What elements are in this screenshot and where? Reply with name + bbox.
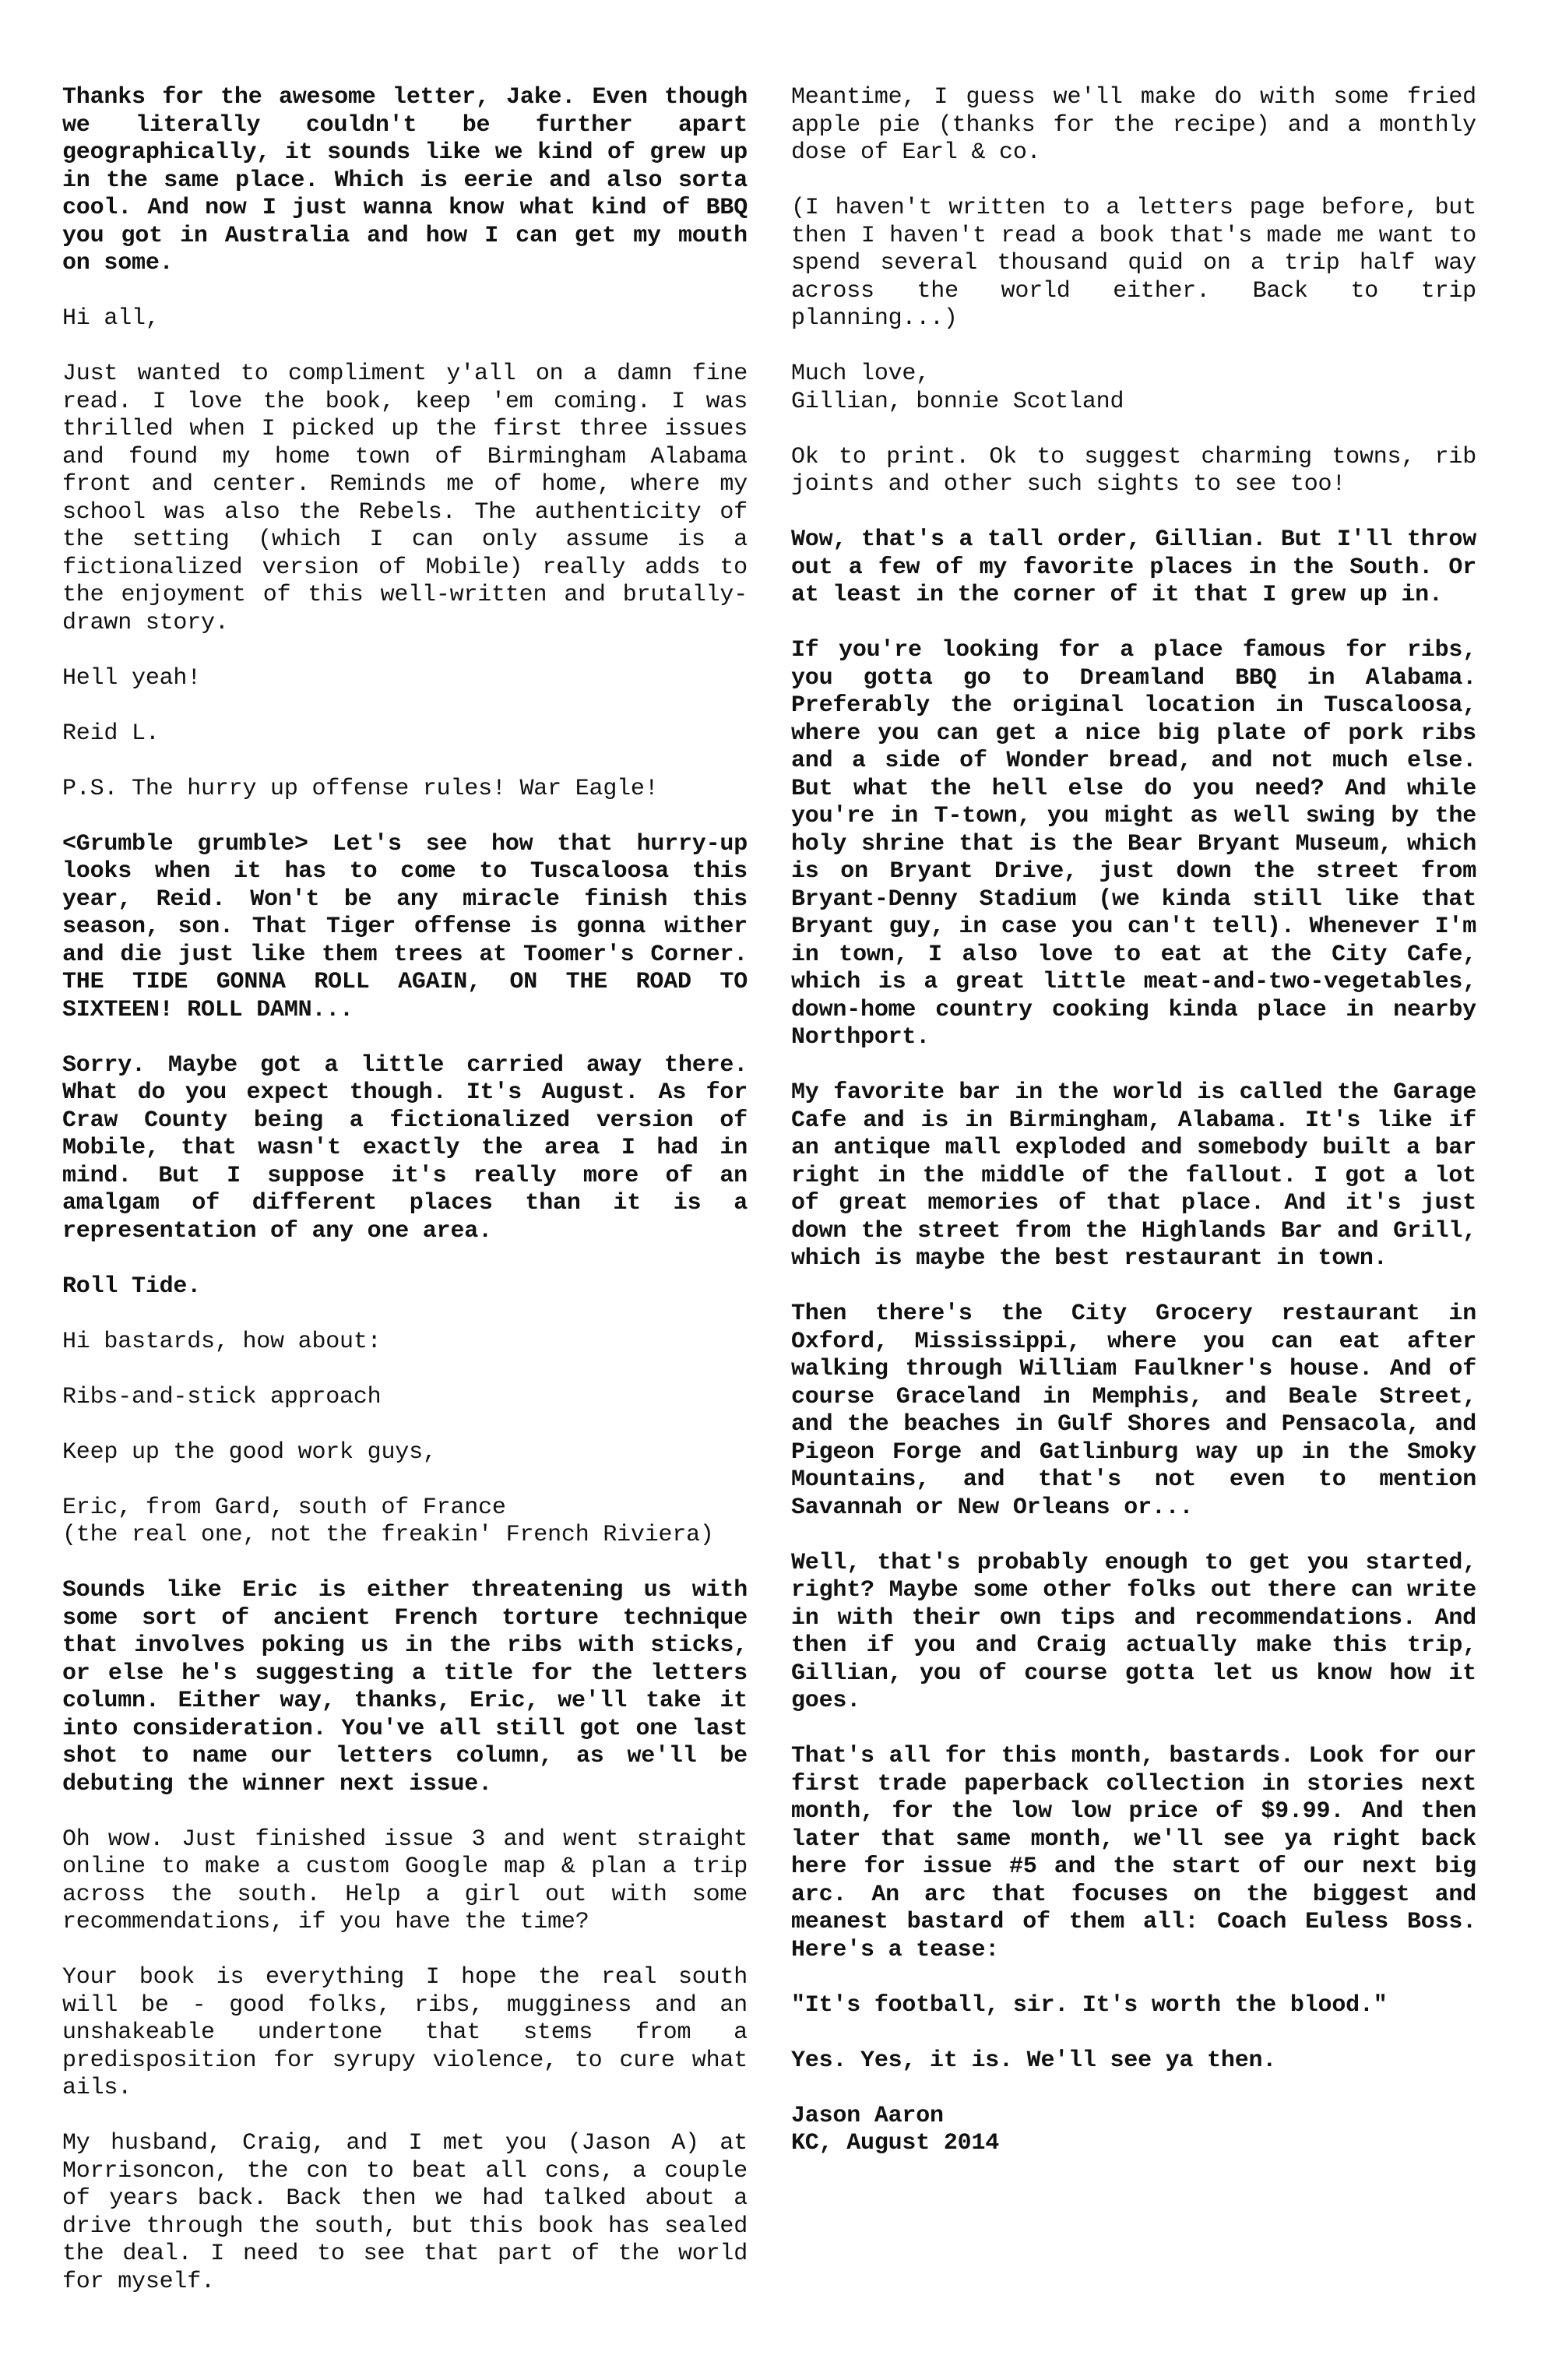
reply-paragraph: Yes. Yes, it is. We'll see ya then.: [791, 2047, 1277, 2074]
reply-paragraph: Well, that's probably enough to get you started, right? Maybe some other folks out there can write in with their own tips and recommendations. And then if you and Craig actually make this trip, Gillian, you of course gotta let us know how it goes.: [791, 1549, 1476, 1714]
letter-signature: Much love, Gillian, bonnie Scotland: [791, 361, 1124, 415]
reply-paragraph: <Grumble grumble> Let's see how that hurry-up looks when it has to come to Tuscaloosa this year, Reid. Won't be any miracle finish this season, son. That Tiger offense is gonna wither and die just like them trees at Toomer's Corner. THE TIDE GONNA ROLL AGAIN, ON THE ROAD TO SIXTEEN! ROLL DAMN...: [62, 830, 748, 1023]
reply-paragraph: Sounds like Eric is either threatening us with some sort of ancient French torture technique that involves poking us in the ribs with sticks, or else he's suggesting a title for the letters column. Either way, thanks, Eric, we'll take it into consideration. You've all still got one last shot to name our letters column, as we'll be debuting the winner next issue.: [62, 1577, 748, 1797]
letter-paragraph: Oh wow. Just finished issue 3 and went straight online to make a custom Google map & plan a trip across the south. Help a girl out with some recommendations, if you have the time?: [62, 1825, 748, 1935]
left-column: [62, 84, 748, 2324]
letter-paragraph: Your book is everything I hope the real south will be - good folks, ribs, mugginess and an unshakeable undertone that stems from a predisposition for syrupy violence, to cure what ails.: [62, 1964, 748, 2101]
letter-paragraph: Ok to print. Ok to suggest charming towns, rib joints and other such sights to see too!: [791, 443, 1476, 498]
reply-paragraph: Then there's the City Grocery restaurant in Oxford, Mississippi, where you can eat after walking through William Faulkner's house. And of course Graceland in Memphis, and Beale Street, and the beaches in Gulf Shores and Pensacola, and Pigeon Forge and Gatlinburg way up in the Smoky Mountains, and that's not even to mention Savannah or New Orleans or...: [791, 1301, 1476, 1521]
letter-paragraph: My husband, Craig, and I met you (Jason A) at Morrisoncon, the con to beat all cons, a couple of years back. Back then we had talked about a drive through the south, but this book has sealed the deal. I need to see that part of the world for myself.: [62, 2130, 748, 2295]
letter-paragraph: Just wanted to compliment y'all on a damn fine read. I love the book, keep 'em coming. I was thrilled when I picked up the first three issues and found my home town of Birmingham Alabama front and center. Reminds me of home, where my school was also the Rebels. The authenticity of the setting (which I can only assume is a fictionalized version of Mobile) really adds to the enjoyment of this well-written and brutally-drawn story.: [62, 361, 748, 636]
letter-paragraph: Keep up the good work guys,: [62, 1438, 437, 1466]
letter-paragraph: Hell yeah!: [62, 664, 202, 692]
letter-paragraph: Ribs-and-stick approach: [62, 1383, 382, 1410]
letter-greeting: Hi all,: [62, 305, 160, 332]
letter-signature: Reid L.: [62, 720, 160, 747]
letter-paragraph: Meantime, I guess we'll make do with some fried apple pie (thanks for the recipe) and a monthly dose of Earl & co.: [791, 84, 1476, 166]
reply-paragraph: That's all for this month, bastards. Look for our first trade paperback collection in stories next month, for the low low price of $9.99. And then later that same month, we'll see ya right back here for issue #5 and the start of our next big arc. An arc that focuses on the biggest and meanest bastard of them all: Coach Euless Boss. Here's a tease:: [791, 1743, 1476, 1963]
letter-signature: Eric, from Gard, south of France (the real one, not the freakin' French Riviera): [62, 1494, 714, 1548]
right-column: [791, 84, 1476, 2185]
letter-postscript: P.S. The hurry up offense rules! War Eagle!: [62, 775, 659, 802]
reply-paragraph: Thanks for the awesome letter, Jake. Even though we literally couldn't be further apart geographically, it sounds like we kind of grew up in the same place. Which is eerie and also sorta cool. And now I just wanna know what kind of BBQ you got in Australia and how I can get my mouth on some.: [62, 84, 748, 276]
editor-signature: Jason Aaron KC, August 2014: [791, 2102, 1000, 2156]
reply-paragraph: My favorite bar in the world is called the Garage Cafe and is in Birmingham, Alabama. It's like if an antique mall exploded and somebody built a bar right in the middle of the fallout. I got a lot of great memories of that place. And it's just down the street from the Highlands Bar and Grill, which is maybe the best restaurant in town.: [791, 1079, 1476, 1272]
quote-tease: "It's football, sir. It's worth the blood.": [791, 1991, 1388, 2019]
reply-paragraph: Sorry. Maybe got a little carried away there. What do you expect though. It's August. As for Craw County being a fictionalized version of Mobile, that wasn't exactly the area I had in mind. But I suppose it's really more of an amalgam of different places than it is a representation of any one area.: [62, 1051, 748, 1245]
letter-greeting: Hi bastards, how about:: [62, 1328, 382, 1355]
reply-paragraph: Roll Tide.: [62, 1273, 202, 1300]
letter-paragraph: (I haven't written to a letters page before, but then I haven't read a book that's made me want to spend several thousand quid on a trip half way across the world either. Back to trip planning...): [791, 195, 1476, 332]
reply-paragraph: Wow, that's a tall order, Gillian. But I'll throw out a few of my favorite places in the South. Or at least in the corner of it that I grew up in.: [791, 526, 1476, 608]
reply-paragraph: If you're looking for a place famous for ribs, you gotta go to Dreamland BBQ in Alabama. Preferably the original location in Tuscaloosa, where you can get a nice big plate of pork ribs and a side of Wonder bread, and not much else. But what the hell else do you need? And while you're in T-town, you might as well swing by the holy shrine that is the Bear Bryant Museum, which is on Bryant Drive, just down the street from Bryant-Denny Stadium (we kinda still like that Bryant guy, in case you can't tell). Whenever I'm in town, I also love to eat at the City Cafe, which is a great little meat-and-two-vegetables, down-home country cooking kinda place in nearby Northport.: [791, 637, 1476, 1051]
